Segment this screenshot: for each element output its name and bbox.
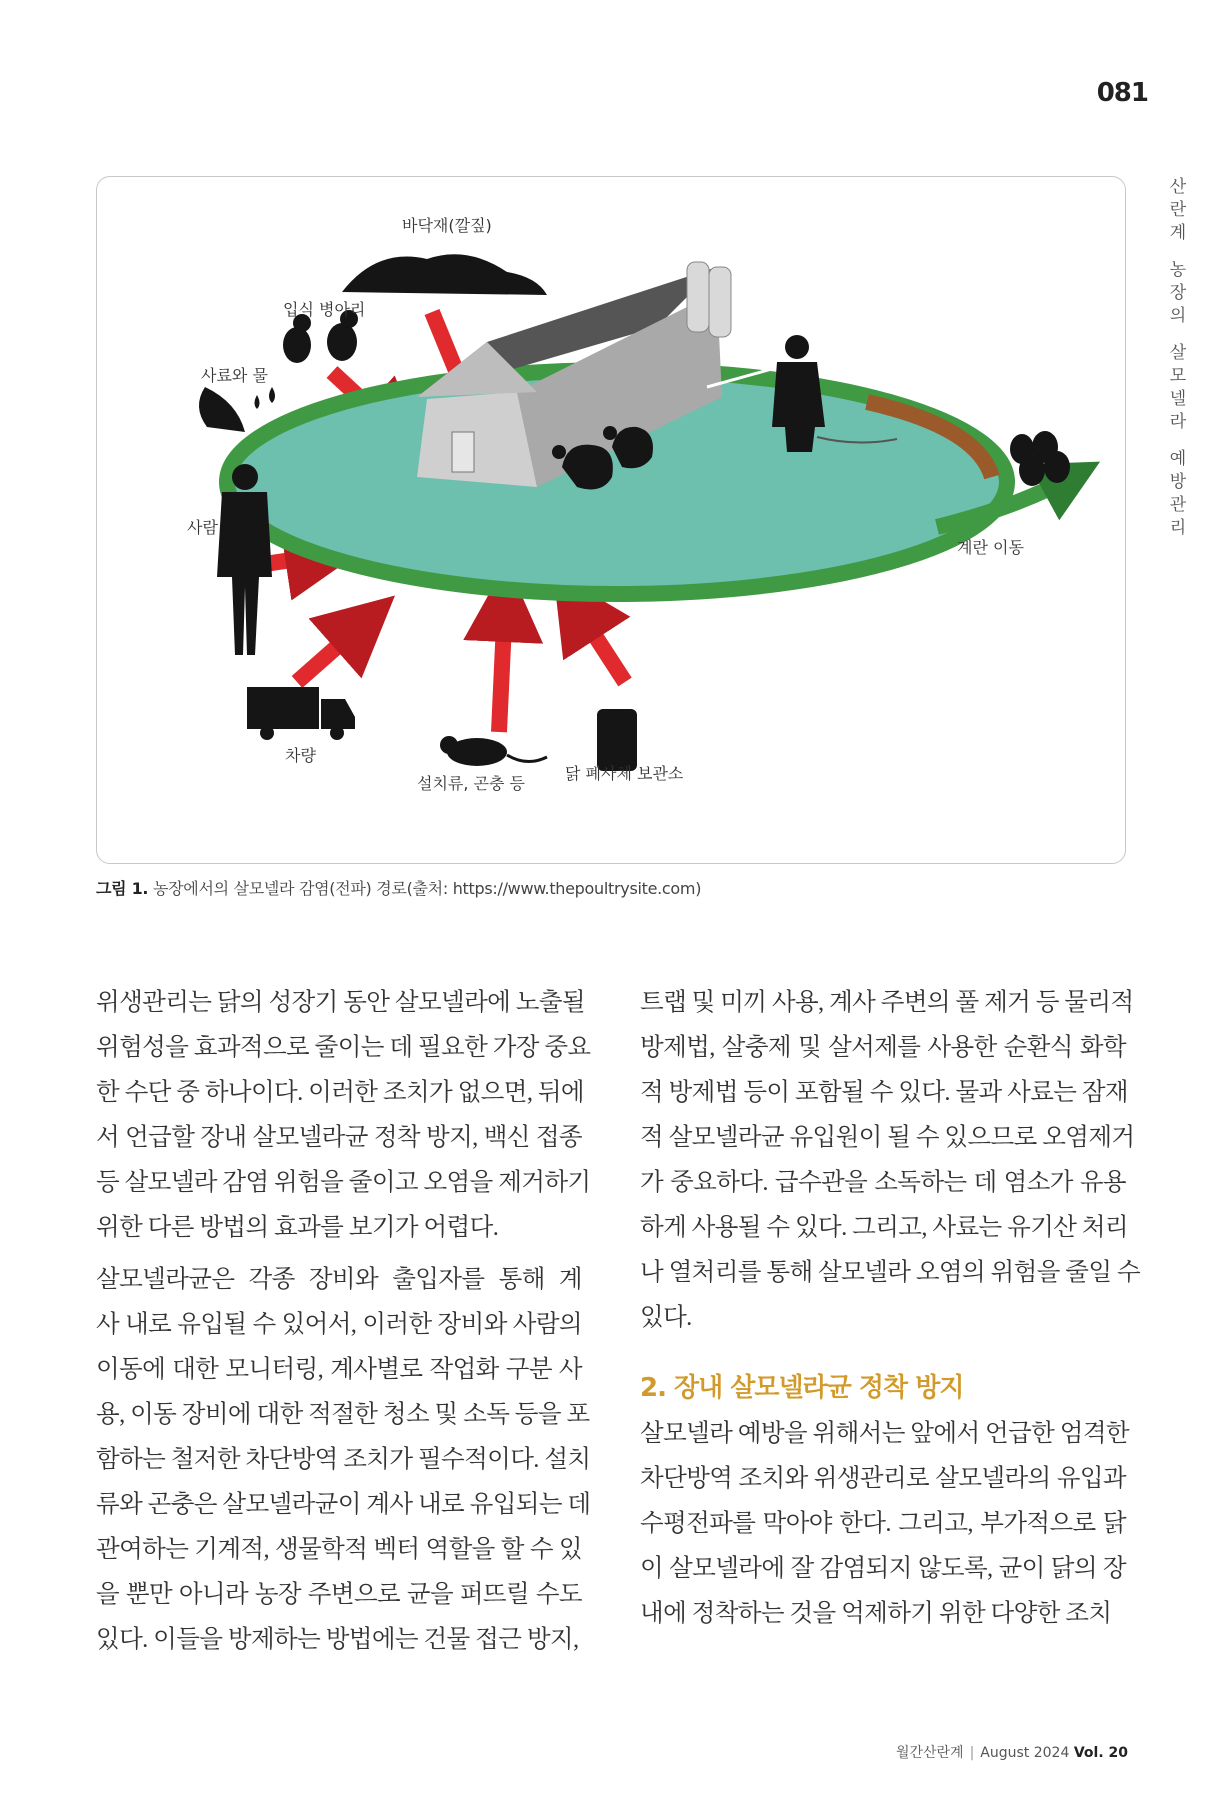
figure-caption: [96, 876, 1126, 899]
text-line: 을 뿐만 아니라 농장 주변으로 균을 퍼뜨릴 수도: [96, 1581, 582, 1608]
text-line: 가 중요하다. 급수관을 소독하는 데 염소가 유용: [640, 1169, 1126, 1196]
text-line: 살모넬라균은 각종 장비와 출입자를 통해 계: [96, 1266, 582, 1293]
figure-diagram: [96, 176, 1126, 864]
text-line: 트랩 및 미끼 사용, 계사 주변의 풀 제거 등 물리적: [640, 989, 1134, 1016]
text-line: 등 살모넬라 감염 위험을 줄이고 오염을 제거하기: [96, 1169, 591, 1196]
text-line: 위생관리는 닭의 성장기 동안 살모넬라에 노출될: [96, 989, 585, 1016]
footer-issue: August 2024: [980, 1745, 1070, 1761]
text-line: 서 언급할 장내 살모넬라균 정착 방지, 백신 접종: [96, 1124, 582, 1151]
caption-prefix: 그림 1.: [96, 879, 149, 898]
label-chicks: 입식 병아리: [283, 300, 366, 319]
text-line: 내에 정착하는 것을 억제하기 위한 다양한 조치: [640, 1600, 1112, 1627]
text-line: 위험성을 효과적으로 줄이는 데 필요한 가장 중요: [96, 1034, 591, 1061]
text-line: 이 살모넬라에 잘 감염되지 않도록, 균이 닭의 장: [640, 1555, 1126, 1582]
caption-text: 농장에서의 살모넬라 감염(전파) 경로(출처: https://www.thepoultrysite.com): [148, 879, 702, 898]
right-paragraph-1: [640, 980, 1141, 1340]
text-line: 적 살모넬라균 유입원이 될 수 있으므로 오염제거: [640, 1124, 1135, 1151]
label-people: 사람: [187, 518, 218, 537]
text-line: 있다.: [640, 1304, 692, 1331]
text-line: 나 열처리를 통해 살모넬라 오염의 위험을 줄일 수: [640, 1259, 1141, 1286]
label-bedding: 바닥재(깔짚): [402, 216, 492, 235]
text-line: 수평전파를 막아야 한다. 그리고, 부가적으로 닭: [640, 1510, 1126, 1537]
footer-volume: Vol. 20: [1073, 1745, 1128, 1761]
page-number: 081: [1096, 78, 1148, 108]
eggs-icon: [1010, 431, 1070, 486]
label-carcass: 닭 폐사체 보관소: [565, 764, 684, 783]
text-line: 있다. 이들을 방제하는 방법에는 건물 접근 방지,: [96, 1626, 579, 1653]
running-title: 산 란 계 농 장 의 살 모 넬 라 예 방 관 리: [1169, 177, 1187, 538]
text-line: 용, 이동 장비에 대한 적절한 청소 및 소독 등을 포: [96, 1401, 590, 1428]
text-line: 방제법, 살충제 및 살서제를 사용한 순환식 화학: [640, 1034, 1126, 1061]
label-rodents: 설치류, 곤충 등: [417, 774, 525, 793]
right-column: [640, 980, 1141, 1636]
truck-icon: [247, 687, 355, 740]
text-line: 이동에 대한 모니터링, 계사별로 작업화 구분 사: [96, 1356, 582, 1383]
label-vehicles: 차량: [285, 746, 316, 765]
bedding-pile-icon: [342, 254, 547, 295]
text-line: 사 내로 유입될 수 있어서, 이러한 장비와 사람의: [96, 1311, 582, 1338]
arrow-rodents: [499, 602, 505, 732]
text-line: 한 수단 중 하나이다. 이러한 조치가 없으면, 뒤에: [96, 1079, 584, 1106]
section-heading: 2. 장내 살모넬라균 정착 방지: [640, 1373, 964, 1403]
text-line: 하게 사용될 수 있다. 그리고, 사료는 유기산 처리: [640, 1214, 1128, 1241]
text-line: 살모넬라 예방을 위해서는 앞에서 언급한 엄격한: [640, 1420, 1129, 1447]
left-column: [96, 980, 591, 1662]
arrow-carcass: [575, 605, 625, 682]
text-line: 함하는 철저한 차단방역 조치가 필수적이다. 설치: [96, 1446, 591, 1473]
rat-icon: [440, 736, 547, 766]
text-line: 위한 다른 방법의 효과를 보기가 어렵다.: [96, 1214, 499, 1241]
person-icon: [217, 464, 272, 655]
text-line: 관여하는 기계적, 생물학적 벡터 역할을 할 수 있: [96, 1536, 582, 1563]
footer: 월간산란계 | August 2024 Vol. 20: [895, 1745, 1128, 1761]
text-line: 적 방제법 등이 포함될 수 있다. 물과 사료는 잠재: [640, 1079, 1128, 1106]
text-line: 차단방역 조치와 위생관리로 살모넬라의 유입과: [640, 1465, 1126, 1492]
arrow-vehicles: [297, 622, 365, 682]
right-paragraph-2: [640, 1411, 1129, 1636]
text-line: 류와 곤충은 살모넬라균이 계사 내로 유입되는 데: [96, 1491, 591, 1518]
footer-magazine: 월간산란계: [895, 1745, 964, 1761]
feed-water-icon: [199, 387, 275, 432]
label-feed-water: 사료와 물: [201, 366, 268, 385]
label-eggs: 계란 이동: [957, 538, 1024, 557]
